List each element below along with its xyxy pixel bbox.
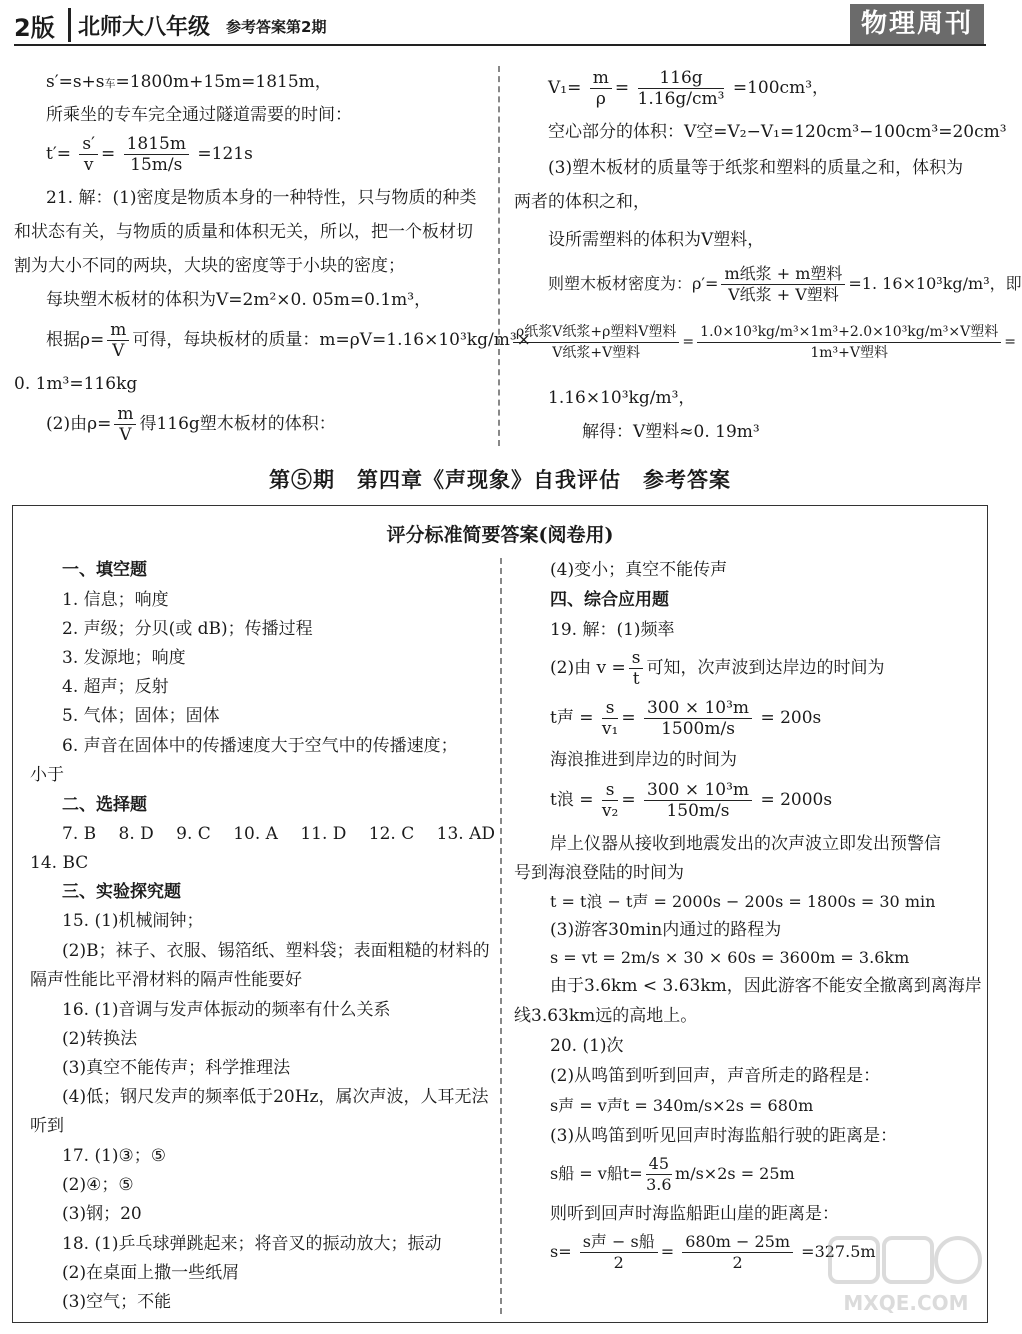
text-line: 所乘坐的专车完全通过隧道需要的时间： (46, 105, 352, 125)
text-line: (2)从鸣笛到听到回声，声音所走的路程是： (550, 1066, 881, 1086)
text-line: 海浪推进到岸边的时间为 (550, 750, 737, 770)
text-line: 20. (1)次 (550, 1036, 624, 1056)
column-divider-top (498, 66, 500, 446)
answer-line: 听到 (30, 1116, 64, 1136)
watermark-logo (826, 1232, 986, 1318)
answer-line: 17. (1)③；⑤ (62, 1146, 167, 1166)
answer-line: 1. 信息；响度 (62, 590, 169, 610)
section-heading: 四、综合应用题 (550, 590, 669, 610)
text-line: 号到海浪登陆的时间为 (514, 863, 684, 883)
formula-line: $\frac{\text{ρ纸浆V纸浆+ρ塑料V塑料}}{\text{V纸浆+V塑料}}$ = $\frac{\text{1.0×10³kg/m³×1m³+2.0×10³kg/m³×V塑料}}{\text{1m³+V塑料}}$ = (510, 320, 1016, 364)
answer-line: (3)空气；不能 (62, 1292, 172, 1312)
section-heading: 一、填空题 (62, 560, 147, 580)
answer-line: 7. B 8. D 9. C 10. A 11. D 12. C 13. AD (62, 824, 496, 844)
section-title: 第⑤期 第四章《声现象》自我评估 参考答案 (269, 467, 731, 492)
page-number: 2版 (14, 14, 55, 42)
text-line: 19. 解：(1)频率 (550, 620, 675, 640)
text-line: (3)塑木板材的质量等于纸浆和塑料的质量之和，体积为 (548, 158, 964, 178)
text-line: (4)变小；真空不能传声 (550, 560, 728, 580)
answer-line: (3)钢；20 (62, 1204, 142, 1224)
brand-logo: 物理周刊 (850, 4, 984, 44)
text-line: 和状态有关，与物质的质量和体积无关，所以，把一个板材切 (14, 222, 473, 242)
header-divider (68, 8, 71, 42)
column-divider-bottom (500, 558, 502, 1314)
answer-line: 15. (1)机械闹钟； (62, 911, 204, 931)
text-line: t = t浪 − t声 = 2000s − 200s = 1800s = 30 min (550, 892, 936, 911)
answer-line: 16. (1)音调与发声体振动的频率有什么关系 (62, 1000, 391, 1020)
formula-line: t声 = $\frac{s}{\text{v₁}}$ = $\frac{\text{300 × 10³m}}{1500m/s}$ = 200s (550, 698, 822, 739)
formula-line: (2)由 v = $\frac{s}{t}$ 可知，次声波到达岸边的时间为 (550, 648, 885, 689)
svg-text:MXQE.COM: MXQE.COM (843, 1291, 969, 1315)
answer-box-title: 评分标准简要答案(阅卷用) (386, 524, 614, 546)
text-line: 每块塑木板材的体积为V=2m²×0. 05m=0.1m³， (46, 290, 432, 310)
answer-line: 小于 (30, 765, 64, 785)
text-line: s声 = v声t = 340m/s×2s = 680m (550, 1096, 814, 1115)
formula-line: s= $\frac{\text{s声 − s船}}{2}$ = $\frac{680m - 25m}{2}$ =327.5m (550, 1232, 876, 1272)
answer-line: 6. 声音在固体中的传播速度大于空气中的传播速度； (62, 736, 458, 756)
text-line: 割为大小不同的两块，大块的密度等于小块的密度； (14, 256, 405, 276)
section-heading: 二、选择题 (62, 795, 147, 815)
text-line: 21. 解：(1)密度是物质本身的一种特性，只与物质的种类 (46, 188, 477, 208)
text-line: 则听到回声时海监船距山崖的距离是： (550, 1204, 839, 1224)
answer-line: (2)在桌面上撒一些纸屑 (62, 1263, 240, 1283)
section-heading: 三、实验探究题 (62, 882, 181, 902)
text-line: 空心部分的体积：V空=V₂−V₁=120cm³−100cm³=20cm³ (548, 122, 1007, 142)
answer-line: (2)④；⑤ (62, 1175, 134, 1195)
text-line: 0. 1m³=116kg (14, 374, 138, 394)
formula-line: (2)由ρ= $\frac{m}{V}$ 得116g塑木板材的体积： (46, 404, 336, 445)
text-line: (3)从鸣笛到听见回声时海监船行驶的距离是： (550, 1126, 898, 1146)
answer-line: (3)真空不能传声；科学推理法 (62, 1058, 291, 1078)
formula-line: t浪 = $\frac{s}{\text{v₂}}$ = $\frac{\text{300 × 10³m}}{150m/s}$ = 2000s (550, 780, 833, 821)
answer-line: (2)转换法 (62, 1029, 138, 1049)
text-line: s = vt = 2m/s × 30 × 60s = 3600m = 3.6km (550, 948, 910, 967)
text-line: 1.16×10³kg/m³， (548, 388, 696, 408)
text-line: 解得：V塑料≈0. 19m³ (582, 422, 760, 442)
answer-line: 18. (1)乒乓球弹跳起来；将音叉的振动放大；振动 (62, 1234, 442, 1254)
text-line: 由于3.6km < 3.63km，因此游客不能安全撤离到离海岸 (550, 976, 982, 996)
text-line: 两者的体积之和， (514, 192, 650, 212)
answer-line: 5. 气体；固体；固体 (62, 706, 220, 726)
answer-line: (2)B；袜子、衣服、锡箔纸、塑料袋；表面粗糙的材料的 (62, 941, 490, 961)
answer-line: 4. 超声；反射 (62, 677, 169, 697)
formula-line: s船 = v船t= $\frac{45}{3.6}$ m/s×2s = 25m (550, 1154, 795, 1194)
answer-line: 隔声性能比平滑材料的隔声性能要好 (30, 970, 302, 990)
formula-line: 根据ρ= $\frac{m}{V}$ 可得，每块板材的质量：m=ρV=1.16×10³kg/m³× (46, 320, 531, 361)
answer-line: 3. 发源地；响度 (62, 648, 186, 668)
issue-subtitle: 参考答案第2期 (226, 18, 327, 36)
answer-line: 2. 声级；分贝(或 dB)；传播过程 (62, 619, 313, 639)
text-line: 岸上仪器从接收到地震发出的次声波立即发出预警信 (550, 834, 941, 854)
text-line: (3)游客30min内通过的路程为 (550, 920, 782, 940)
formula-line: 则塑木板材密度为：ρ′= $\frac{\text{m纸浆 + m塑料}}{\text{V纸浆 + V塑料}}$ =1. 16×10³kg/m³，即 (548, 264, 1022, 304)
text-line: 线3.63km远的高地上。 (514, 1006, 698, 1026)
text-line: s′=s+s车=1800m+15m=1815m， (46, 72, 332, 92)
answer-line: 14. BC (30, 853, 89, 873)
paper-title: 北师大八年级 (78, 15, 211, 40)
answer-line: (4)低；钢尺发声的频率低于20Hz，属次声波，人耳无法 (62, 1087, 489, 1107)
formula-line: t′= $\frac{s'}{v}$ = $\frac{1815m}{15m/s}$ =121s (46, 134, 253, 175)
header-rule (14, 44, 986, 46)
text-line: 设所需塑料的体积为V塑料， (548, 230, 765, 250)
formula-line: V₁= $\frac{m}{\rho}$ = $\frac{116g}{\text{1.16g/cm³}}$ =100cm³， (548, 68, 830, 109)
